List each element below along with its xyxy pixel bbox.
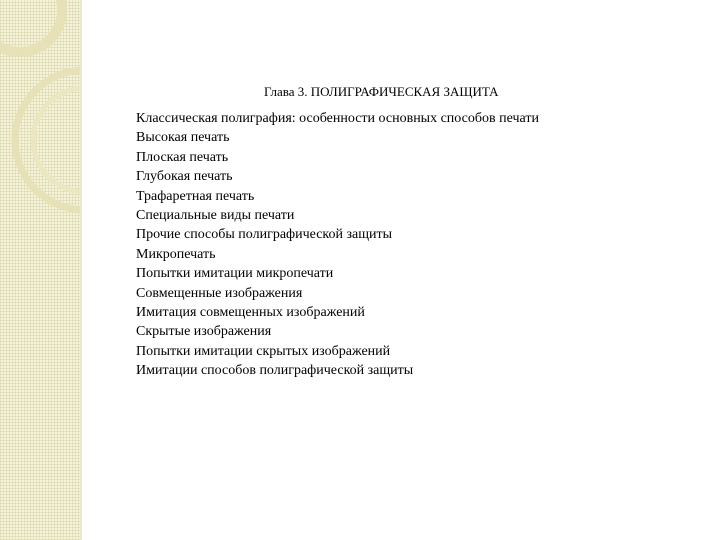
ornament-ring-top bbox=[0, 0, 62, 52]
circle-ornament-icon bbox=[0, 0, 80, 540]
list-item: Имитации способов полиграфической защиты bbox=[136, 363, 414, 379]
list-item: Совмещенные изображения bbox=[136, 285, 303, 301]
page-title: Глава 3. ПОЛИГРАФИЧЕСКАЯ ЗАЩИТА bbox=[264, 84, 499, 99]
list-item: Имитация совмещенных изображений bbox=[136, 305, 365, 321]
band-divider bbox=[80, 0, 82, 540]
list-item: Прочие способы полиграфической защиты bbox=[136, 227, 393, 243]
decorative-side-band bbox=[0, 0, 80, 540]
list-item: Попытки имитации скрытых изображений bbox=[136, 343, 391, 359]
ornament-ring-inner bbox=[33, 88, 80, 192]
list-item: Глубокая печать bbox=[136, 169, 233, 185]
list-item: Микропечать bbox=[136, 246, 216, 262]
list-item: Классическая полиграфия: особенности основных способов печати bbox=[136, 111, 539, 126]
list-item: Попытки имитации микропечати bbox=[136, 266, 334, 282]
list-item: Трафаретная печать bbox=[136, 188, 255, 204]
list-item: Плоская печать bbox=[136, 149, 229, 165]
list-item: Высокая печать bbox=[136, 130, 230, 146]
contents-list bbox=[136, 109, 539, 381]
list-item: Скрытые изображения bbox=[136, 324, 272, 340]
list-item: Специальные виды печати bbox=[136, 208, 295, 224]
